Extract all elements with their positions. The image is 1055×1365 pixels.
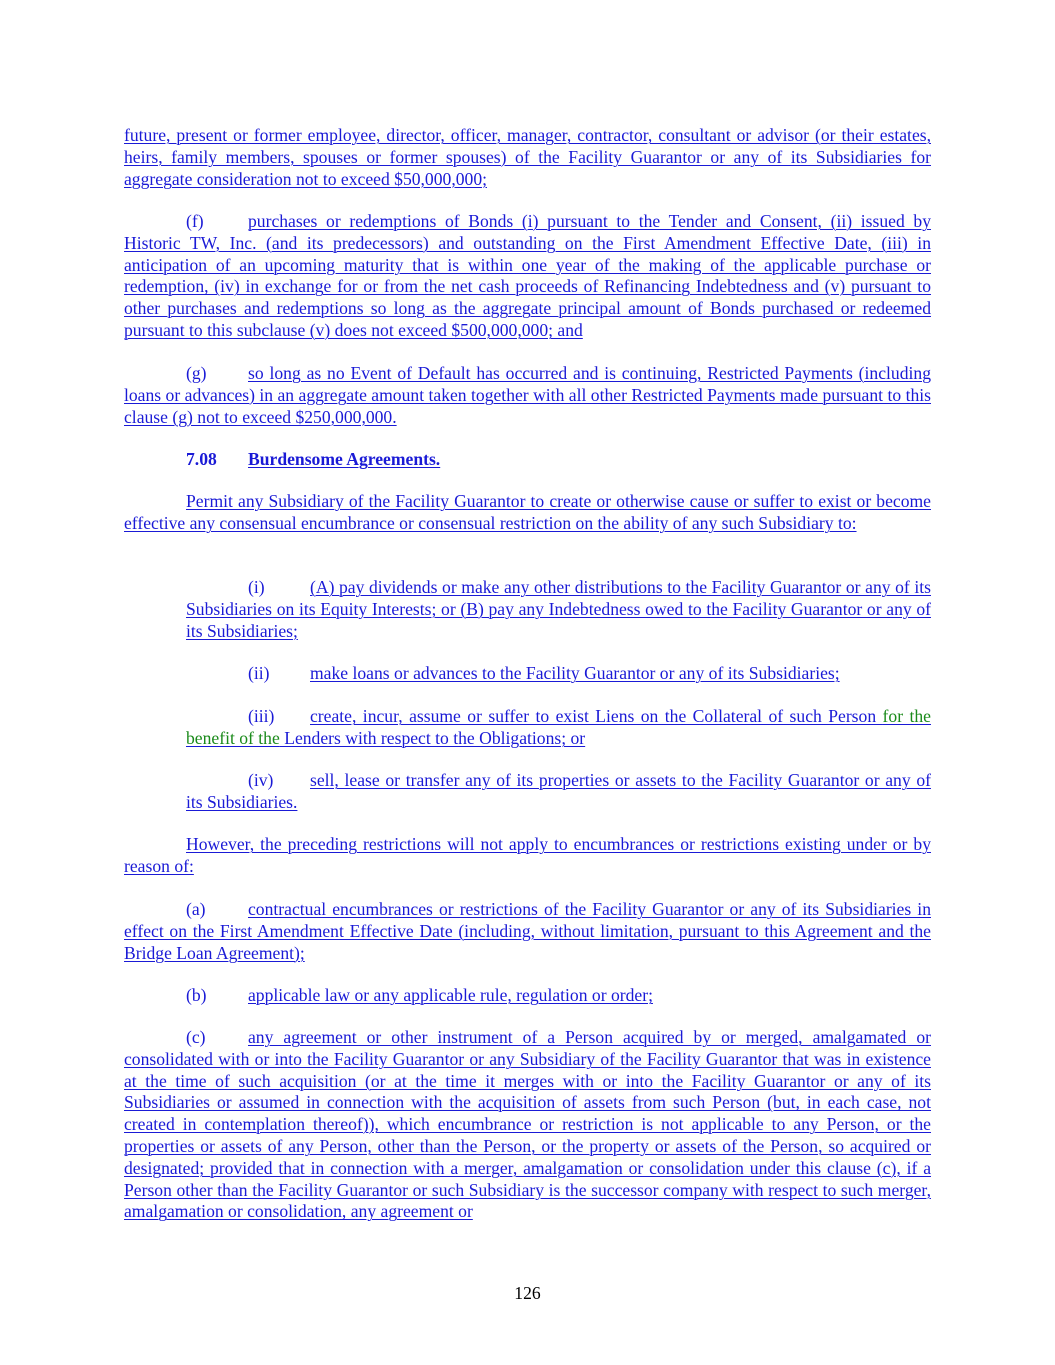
paragraph-iii-text-b: Lenders with respect to the Obligations; or bbox=[279, 727, 586, 748]
paragraph-ii-text: make loans or advances to the Facility Guarantor or any of its Subsidiaries; bbox=[310, 663, 840, 683]
paragraph-f bbox=[124, 211, 931, 342]
clause-label-iv: (iv) bbox=[248, 770, 274, 790]
clause-label-c: (c) bbox=[186, 1027, 206, 1047]
paragraph-iv-text: sell, lease or transfer any of its properties or assets to the Facility Guarantor or any of its Subsidiaries. bbox=[186, 770, 931, 812]
paragraph-intro-text: Permit any Subsidiary of the Facility Guarantor to create or otherwise cause or suffer to exist or become effective any consensual encumbrance or consensual restriction on the ability of any such Subsidiary to: bbox=[124, 491, 931, 533]
paragraph-iv bbox=[186, 770, 931, 814]
paragraph-ii bbox=[186, 663, 931, 685]
clause-label-ii: (ii) bbox=[248, 663, 270, 683]
paragraph-b bbox=[124, 985, 931, 1007]
paragraph-f-text: purchases or redemptions of Bonds (i) pursuant to the Tender and Consent, (ii) issued by Historic TW, Inc. (and its predecessors) and outstanding on the First Amendment Effective Date, (iii) in anticipation of an upcoming maturity that is within one year of the making of the applicable purchase or redemption, (iv) in exchange for or from the net cash proceeds of Refinancing Indebtedness and (v) pursuant to other purchases and redemptions so long as the aggregate principal amount of Bonds purchased or redeemed pursuant to this subclause (v) does not exceed $500,000,000; and bbox=[124, 211, 931, 340]
clause-label-i: (i) bbox=[248, 577, 265, 597]
paragraph-e-text: future, present or former employee, director, officer, manager, contractor, consultant or advisor (or their estates, heirs, family members, spouses or former spouses) of the Facility Guarantor or any of its Subsidiaries for aggregate consideration not to exceed $50,000,000; bbox=[124, 125, 931, 189]
paragraph-b-text: applicable law or any applicable rule, regulation or order; bbox=[248, 985, 653, 1005]
inserted-text: for the benefit of the bbox=[186, 706, 931, 748]
paragraph-c-text: any agreement or other instrument of a Person acquired by or merged, amalgamated or consolidated with or into the Facility Guarantor or any Subsidiary of the Facility Guarantor that was in existence at the time of such acquisition (or at the time it merges with or into the Facility Guarantor or any of its Subsidiaries or assumed in connection with the acquisition of assets from such Person (but, in each case, not created in contemplation thereof)), which encumbrance or restriction is not applicable to any Person, or the properties or assets of any Person, other than the Person, or the property or assets of the Person, so acquired or designated; provided that in connection with a merger, amalgamation or consolidation under this clause (c), if a Person other than the Facility Guarantor or such Subsidiary is the successor company with respect to such merger, amalgamation or consolidation, any agreement or bbox=[124, 1027, 931, 1222]
section-title: Burdensome Agreements. bbox=[248, 449, 441, 469]
paragraph-however-text: However, the preceding restrictions will not apply to encumbrances or restrictions existing under or by reason of: bbox=[124, 834, 931, 876]
clause-label-b: (b) bbox=[186, 985, 207, 1005]
paragraph-iii bbox=[186, 706, 931, 750]
paragraph-a bbox=[124, 899, 931, 964]
paragraph-i-text: (A) pay dividends or make any other distributions to the Facility Guarantor or any of its Subsidiaries on its Equity Interests; or (B) pay any Indebtedness owed to the Facility Guarantor or any of its Subsidiaries; bbox=[186, 577, 931, 641]
paragraph-i bbox=[186, 577, 931, 642]
clause-label-g: (g) bbox=[186, 363, 207, 383]
paragraph-intro bbox=[124, 491, 931, 535]
paragraph-c bbox=[124, 1027, 931, 1223]
paragraph-g bbox=[124, 363, 931, 428]
page-number: 126 bbox=[514, 1283, 541, 1303]
clause-label-f: (f) bbox=[186, 211, 204, 231]
paragraph-e-continuation bbox=[124, 125, 931, 190]
section-heading-7-08 bbox=[124, 449, 931, 471]
paragraph-g-text: so long as no Event of Default has occurred and is continuing, Restricted Payments (including loans or advances) in an aggregate amount taken together with all other Restricted Payments made pursuant to this clause (g) not to exceed $250,000,000. bbox=[124, 363, 931, 427]
paragraph-iii-text-a: create, incur, assume or suffer to exist Liens on the Collateral of such Person bbox=[310, 706, 883, 726]
section-number: 7.08 bbox=[186, 449, 217, 469]
paragraph-a-text: contractual encumbrances or restrictions of the Facility Guarantor or any of its Subsidiaries in effect on the First Amendment Effective Date (including, without limitation, pursuant to this Agreement and the Bridge Loan Agreement); bbox=[124, 899, 931, 963]
paragraph-however bbox=[124, 834, 931, 878]
clause-label-iii: (iii) bbox=[248, 706, 275, 726]
clause-label-a: (a) bbox=[186, 899, 206, 919]
